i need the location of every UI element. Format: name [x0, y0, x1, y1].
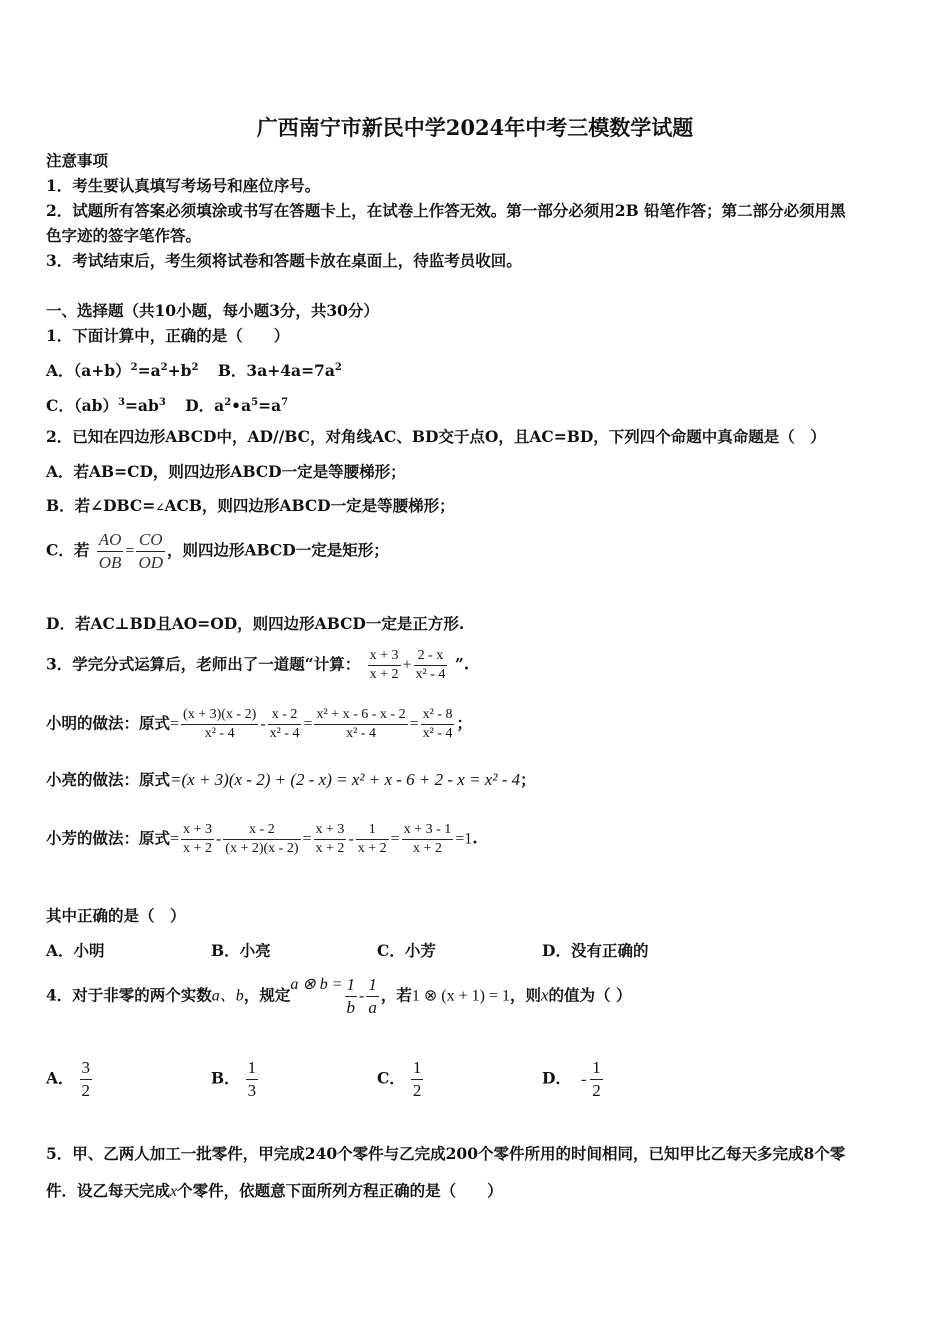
- q3-option-c: C．小芳: [377, 941, 436, 960]
- q1-options-ab: [46, 357, 342, 382]
- notice-item-3: 3．考试结束后，考生须将试卷和答题卡放在桌面上，待监考员收回。: [46, 251, 522, 270]
- q3-option-d: D．没有正确的: [542, 941, 649, 960]
- q3-xiaoliang: 小亮的做法：原式=(x + 3)(x - 2) + (2 - x) = x² + x - 6 + 2 - x = x² - 4；: [46, 770, 536, 789]
- c-fraction-co-od: $\frac{CO}{OD}$: [138, 530, 164, 572]
- q2-option-a: A．若AB=CD，则四边形ABCD一定是等腰梯形；: [46, 462, 406, 481]
- q1-option-c: C．$(ab)^3=ab^3$: [46, 396, 166, 416]
- q3-fraction-1: $\frac{x + 3}{x + 2}$: [369, 648, 399, 682]
- q5-line-1: 5．甲、乙两人加工一批零件，甲完成240个零件与乙完成200个零件所用的时间相同，已知甲比乙每天多完成8个零: [46, 1144, 846, 1163]
- notice-item-2: 2．试题所有答案必须填涂或书写在答题卡上，在试卷上作答无效。第一部分必须用2B 铅笔作答；第二部分必须用黑: [46, 201, 846, 220]
- q1-option-b: B．$3a+4a=7a^2$: [217, 361, 342, 381]
- q3-stem: 3．学完分式运算后，老师出了一道题“计算： $\frac{x + 3}{x + 2}$ + $\frac{2 - x}{\text{x² - 4}}$ ”.: [46, 648, 470, 682]
- q3-fraction-2: $\frac{2 - x}{\text{x² - 4}}$: [415, 648, 446, 682]
- q5-line-2: 件．设乙每天完成x个零件，依题意下面所列方程正确的是（ ）: [46, 1181, 503, 1200]
- q3-ask: 其中正确的是（ ）: [46, 906, 186, 925]
- q2-option-d: D．若AC⊥BD且AO=OD，则四边形ABCD一定是正方形.: [46, 614, 465, 633]
- q2-option-c: C．若 $\frac{AO}{OB}$ = $\frac{CO}{OD}$ ，则四边形ABCD一定是矩形；: [46, 530, 389, 572]
- c-fraction-ao-ob: $\frac{AO}{OB}$: [98, 530, 122, 572]
- page-title: 广西南宁市新民中学2024年中考三模数学试题: [256, 115, 694, 140]
- q4-stem: 4．对于非零的两个实数a、b，规定a ⊗ b = $\frac{1}{b}$ - $\frac{1}{a}$ ，若1 ⊗ (x + 1) = 1，则x的值为（ ）: [46, 975, 632, 1017]
- notice-item-2-cont: 色字迹的签字笔作答。: [46, 226, 202, 245]
- q1-options-cd: [46, 392, 288, 417]
- q3-xiaofang: 小芳的做法：原式= $\frac{x + 3}{x + 2}$ - $\frac{x - 2}{(x + 2)(x - 2)}$ = $\frac{x + 3}{x + 2}$ - $\frac{1}{x + 2}$ = $\frac{x + 3 - 1}{x + 2}$ =1.: [46, 822, 478, 856]
- notice-heading: 注意事项: [46, 151, 109, 170]
- section-heading: 一、选择题（共10小题，每小题3分，共30分）: [46, 301, 379, 320]
- q3-option-b: B．小亮: [211, 941, 271, 960]
- q1-option-d: D．$a^2•a^5=a^7$: [185, 396, 289, 416]
- q4-option-b: B． $\frac{1}{3}$: [211, 1058, 257, 1100]
- q2-stem: 2．已知在四边形ABCD中，AD//BC，对角线AC、BD交于点O，且AC=BD，下列四个命题中真命题是（ ）: [46, 427, 826, 446]
- notice-item-1: 1．考生要认真填写考场号和座位序号。: [46, 176, 321, 195]
- q3-option-a: A．小明: [46, 941, 105, 960]
- q4-option-d: D． - $\frac{1}{2}$: [542, 1058, 601, 1100]
- q1-option-a: A．$(a+b)^2=a^2+b^2$: [46, 361, 199, 381]
- q4-option-a: A． $\frac{3}{2}$: [46, 1058, 91, 1100]
- q1-stem: 1．下面计算中，正确的是（ ）: [46, 326, 290, 345]
- q4-option-c: C． $\frac{1}{2}$: [377, 1058, 422, 1100]
- q3-xiaoming: 小明的做法：原式= $\frac{(x + 3)(x - 2)}{\text{x² - 4}}$ - $\frac{x - 2}{\text{x² - 4}}$ = $\frac{\text{x² + x - 6 - x - 2}}{\text{x² - 4}}$ = $\frac{\text{x² - 8}}{\text{x² - 4}}$ ；: [46, 707, 472, 741]
- q2-option-b: B．若∠DBC=∠ACB，则四边形ABCD一定是等腰梯形；: [46, 496, 455, 515]
